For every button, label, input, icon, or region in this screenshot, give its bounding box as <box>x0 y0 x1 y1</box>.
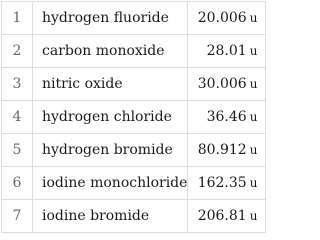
row-index: 2 <box>2 35 33 68</box>
mass-unit: u <box>249 77 258 91</box>
mass-value: 20.006 <box>197 10 247 26</box>
mass-unit: u <box>249 110 258 124</box>
molar-mass-cell <box>188 167 266 200</box>
table-row <box>2 167 266 200</box>
compound-name: hydrogen fluoride <box>33 2 188 35</box>
row-index: 4 <box>2 101 33 134</box>
table-row <box>2 200 266 233</box>
molar-mass-cell <box>188 2 266 35</box>
table-row <box>2 134 266 167</box>
table-row <box>2 35 266 68</box>
row-index: 1 <box>2 2 33 35</box>
compound-mass-table <box>1 1 266 233</box>
mass-unit: u <box>249 143 258 157</box>
table-row <box>2 68 266 101</box>
compound-name: nitric oxide <box>33 68 188 101</box>
molar-mass-cell <box>188 101 266 134</box>
table-row <box>2 101 266 134</box>
mass-value: 80.912 <box>197 142 247 158</box>
mass-value: 206.81 <box>197 208 247 224</box>
compound-name: carbon monoxide <box>33 35 188 68</box>
mass-unit: u <box>249 44 258 58</box>
compound-name: hydrogen chloride <box>33 101 188 134</box>
mass-unit: u <box>249 209 258 223</box>
molar-mass-cell <box>188 35 266 68</box>
row-index: 5 <box>2 134 33 167</box>
table-row <box>2 2 266 35</box>
compound-name: iodine monochloride <box>33 167 188 200</box>
mass-unit: u <box>249 176 258 190</box>
row-index: 7 <box>2 200 33 233</box>
molar-mass-cell <box>188 68 266 101</box>
compound-name: hydrogen bromide <box>33 134 188 167</box>
mass-unit: u <box>249 11 258 25</box>
mass-value: 28.01 <box>206 43 247 59</box>
mass-value: 162.35 <box>197 175 247 191</box>
row-index: 6 <box>2 167 33 200</box>
molar-mass-cell <box>188 200 266 233</box>
mass-value: 36.46 <box>206 109 247 125</box>
molar-mass-cell <box>188 134 266 167</box>
compound-name: iodine bromide <box>33 200 188 233</box>
row-index: 3 <box>2 68 33 101</box>
mass-value: 30.006 <box>197 76 247 92</box>
